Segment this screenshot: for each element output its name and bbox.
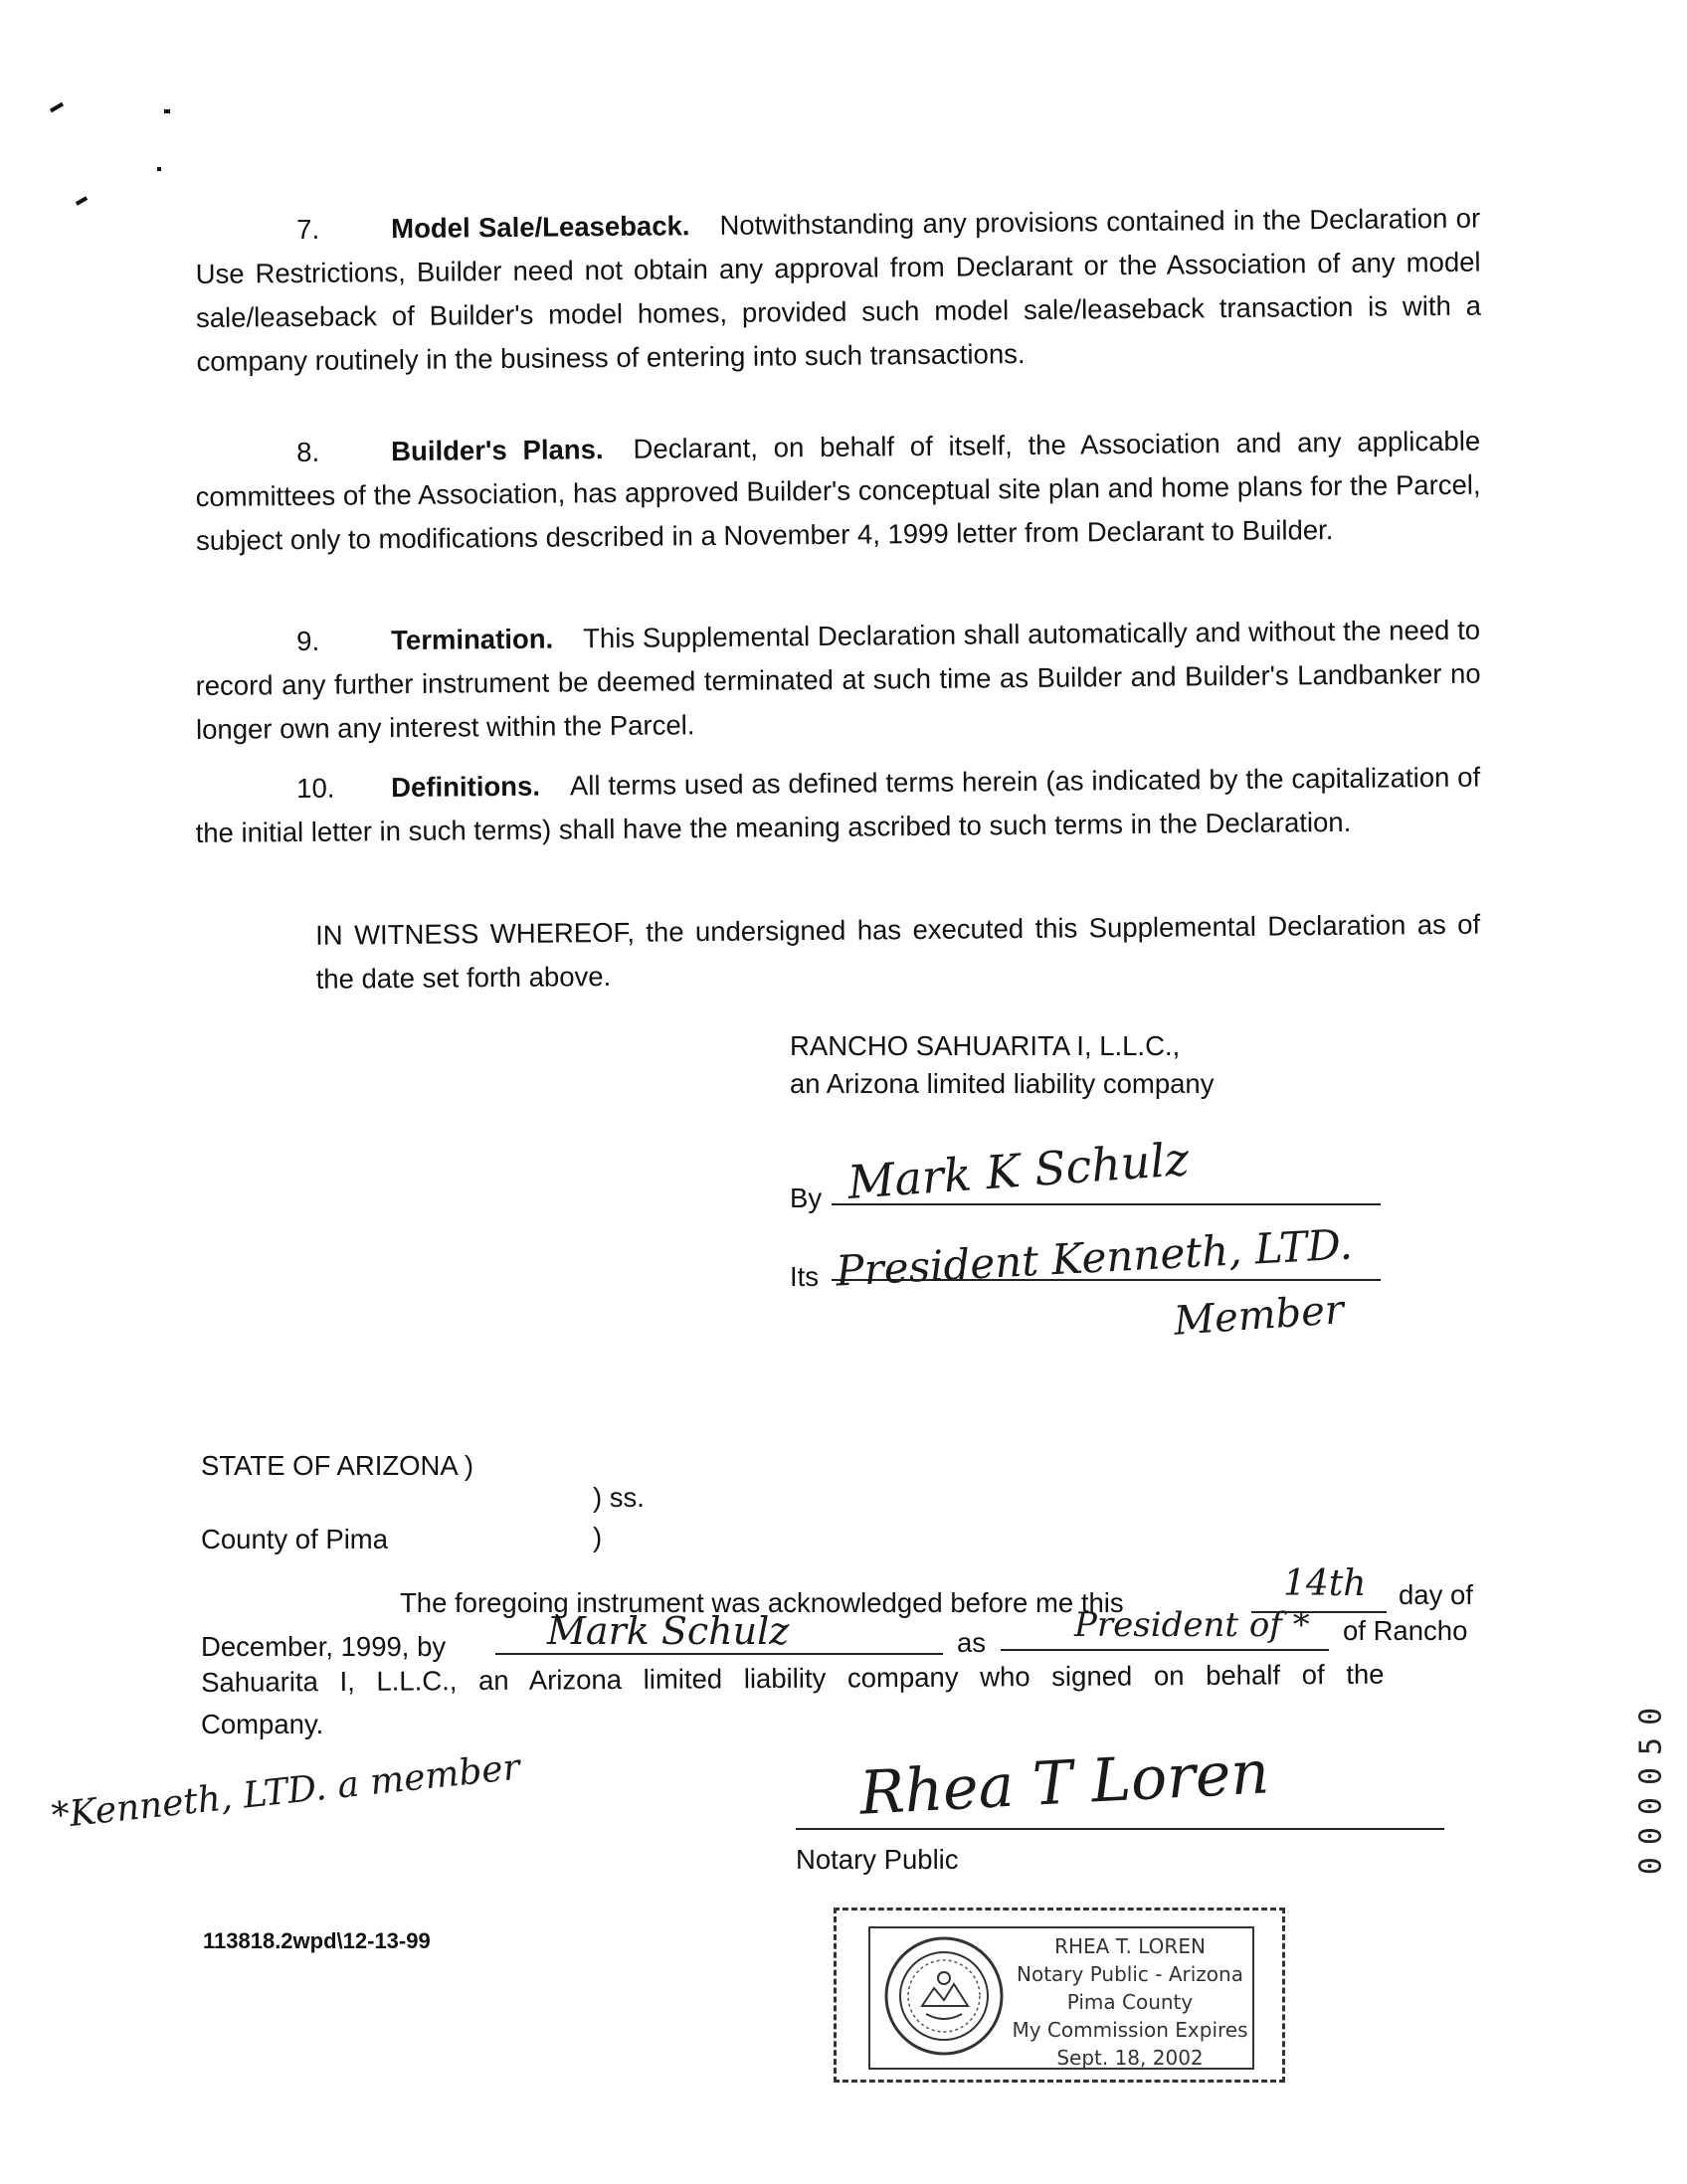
ack-text-2: day of — [1399, 1579, 1473, 1610]
section-heading: Termination. — [391, 623, 554, 656]
section-number: 9. — [296, 625, 320, 657]
ack-text-7: Company. — [201, 1709, 324, 1739]
section-heading: Builder's Plans. — [391, 434, 604, 467]
county-paren: ) — [593, 1522, 603, 1552]
section-text: Notwithstanding any provisions contained in the Declaration or Use Restrictions, Builder need not obtain any approval from Declarant or the Association of any model sale/leaseback of Builder's model homes, provided such model sale/leaseback transaction is with a company routinely in the business of entering into such transactions. — [195, 202, 1482, 377]
section-text: Declarant, on behalf of itself, the Association and any applicable committees of the Association, has approved Builder's conceptual site plan and home plans for the Parcel, subject only to modifications described in a November 4, 1999 letter from Declarant to Builder. — [195, 425, 1481, 556]
scan-speck — [164, 109, 170, 113]
section-text: All terms used as defined terms herein (as indicated by the capitalization of the initial letter in such terms) shall have the meaning ascribed to such terms in the Declaration. — [195, 761, 1481, 848]
day-handwritten: 14th — [1283, 1563, 1367, 1604]
its-label: Its — [790, 1261, 820, 1292]
title-line — [1001, 1649, 1329, 1651]
section-9 — [195, 609, 1481, 752]
section-heading: Definitions. — [391, 770, 541, 804]
stamp-line: My Commission Expires — [1012, 2018, 1248, 2042]
section-number: 10. — [296, 772, 335, 805]
notary-stamp — [834, 1908, 1285, 2083]
name-line — [495, 1653, 943, 1655]
stamp-inner-frame — [868, 1926, 1254, 2070]
ack-text-5: of Rancho — [1343, 1615, 1468, 1646]
scan-speck — [50, 102, 64, 112]
notary-label: Notary Public — [796, 1844, 959, 1875]
its-title-handwritten: President Kenneth, LTD. — [835, 1219, 1354, 1296]
margin-note-handwritten: *Kenneth, LTD. a member — [50, 1746, 522, 1837]
ack-text-6: Sahuarita I, L.L.C., an Arizona limited liability company who signed on behalf of the — [201, 1658, 1385, 1698]
state-line: STATE OF ARIZONA ) — [201, 1450, 474, 1481]
ack-text-3: December, 1999, by — [201, 1631, 447, 1662]
witness-clause: IN WITNESS WHEREOF, the undersigned has executed this Supplemental Declaration as of the date set forth above. — [315, 908, 1481, 995]
side-number-text: 000050 — [1633, 1695, 1669, 1876]
section-7 — [195, 197, 1482, 384]
stamp-line: Pima County — [1066, 1990, 1194, 2014]
section-number: 8. — [296, 436, 320, 468]
stamp-line: RHEA T. LOREN — [1054, 1934, 1206, 1958]
by-signature: Mark K Schulz — [845, 1132, 1191, 1209]
scan-speck — [157, 167, 161, 171]
stamp-line: Notary Public - Arizona — [1017, 1962, 1243, 1986]
title-handwritten: President of * — [1074, 1605, 1310, 1645]
county-line: County of Pima — [201, 1524, 389, 1554]
section-10 — [195, 756, 1481, 855]
ack-text-4: as — [957, 1627, 987, 1658]
notary-signature: Rhea T Loren — [857, 1737, 1271, 1829]
company-description: an Arizona limited liability company — [790, 1068, 1215, 1099]
by-label: By — [790, 1183, 823, 1213]
notary-signature-line — [796, 1828, 1444, 1830]
section-number: 7. — [296, 213, 320, 246]
side-record-number — [1631, 1551, 1671, 2019]
scan-speck — [76, 196, 88, 205]
name-handwritten: Mark Schulz — [547, 1609, 790, 1653]
ack-text-1: The foregoing instrument was acknowledged before me this — [400, 1587, 1124, 1618]
member-handwritten: Member — [1172, 1287, 1346, 1345]
ss-line: ) ss. — [593, 1482, 645, 1513]
stamp-line: Sept. 18, 2002 — [1056, 2046, 1204, 2070]
section-text: This Supplemental Declaration shall automatically and without the need to record any further instrument be deemed terminated at such time as Builder and Builder's Landbanker no longer own any interest within the Parcel. — [195, 614, 1481, 745]
section-heading: Model Sale/Leaseback. — [391, 210, 690, 245]
stamp-text — [1012, 1932, 1248, 2072]
arizona-seal-icon — [882, 1934, 1006, 2058]
company-name: RANCHO SAHUARITA I, L.L.C., — [790, 1030, 1181, 1061]
section-8 — [195, 420, 1481, 563]
footer-code: 113818.2wpd\12-13-99 — [203, 1928, 431, 1953]
